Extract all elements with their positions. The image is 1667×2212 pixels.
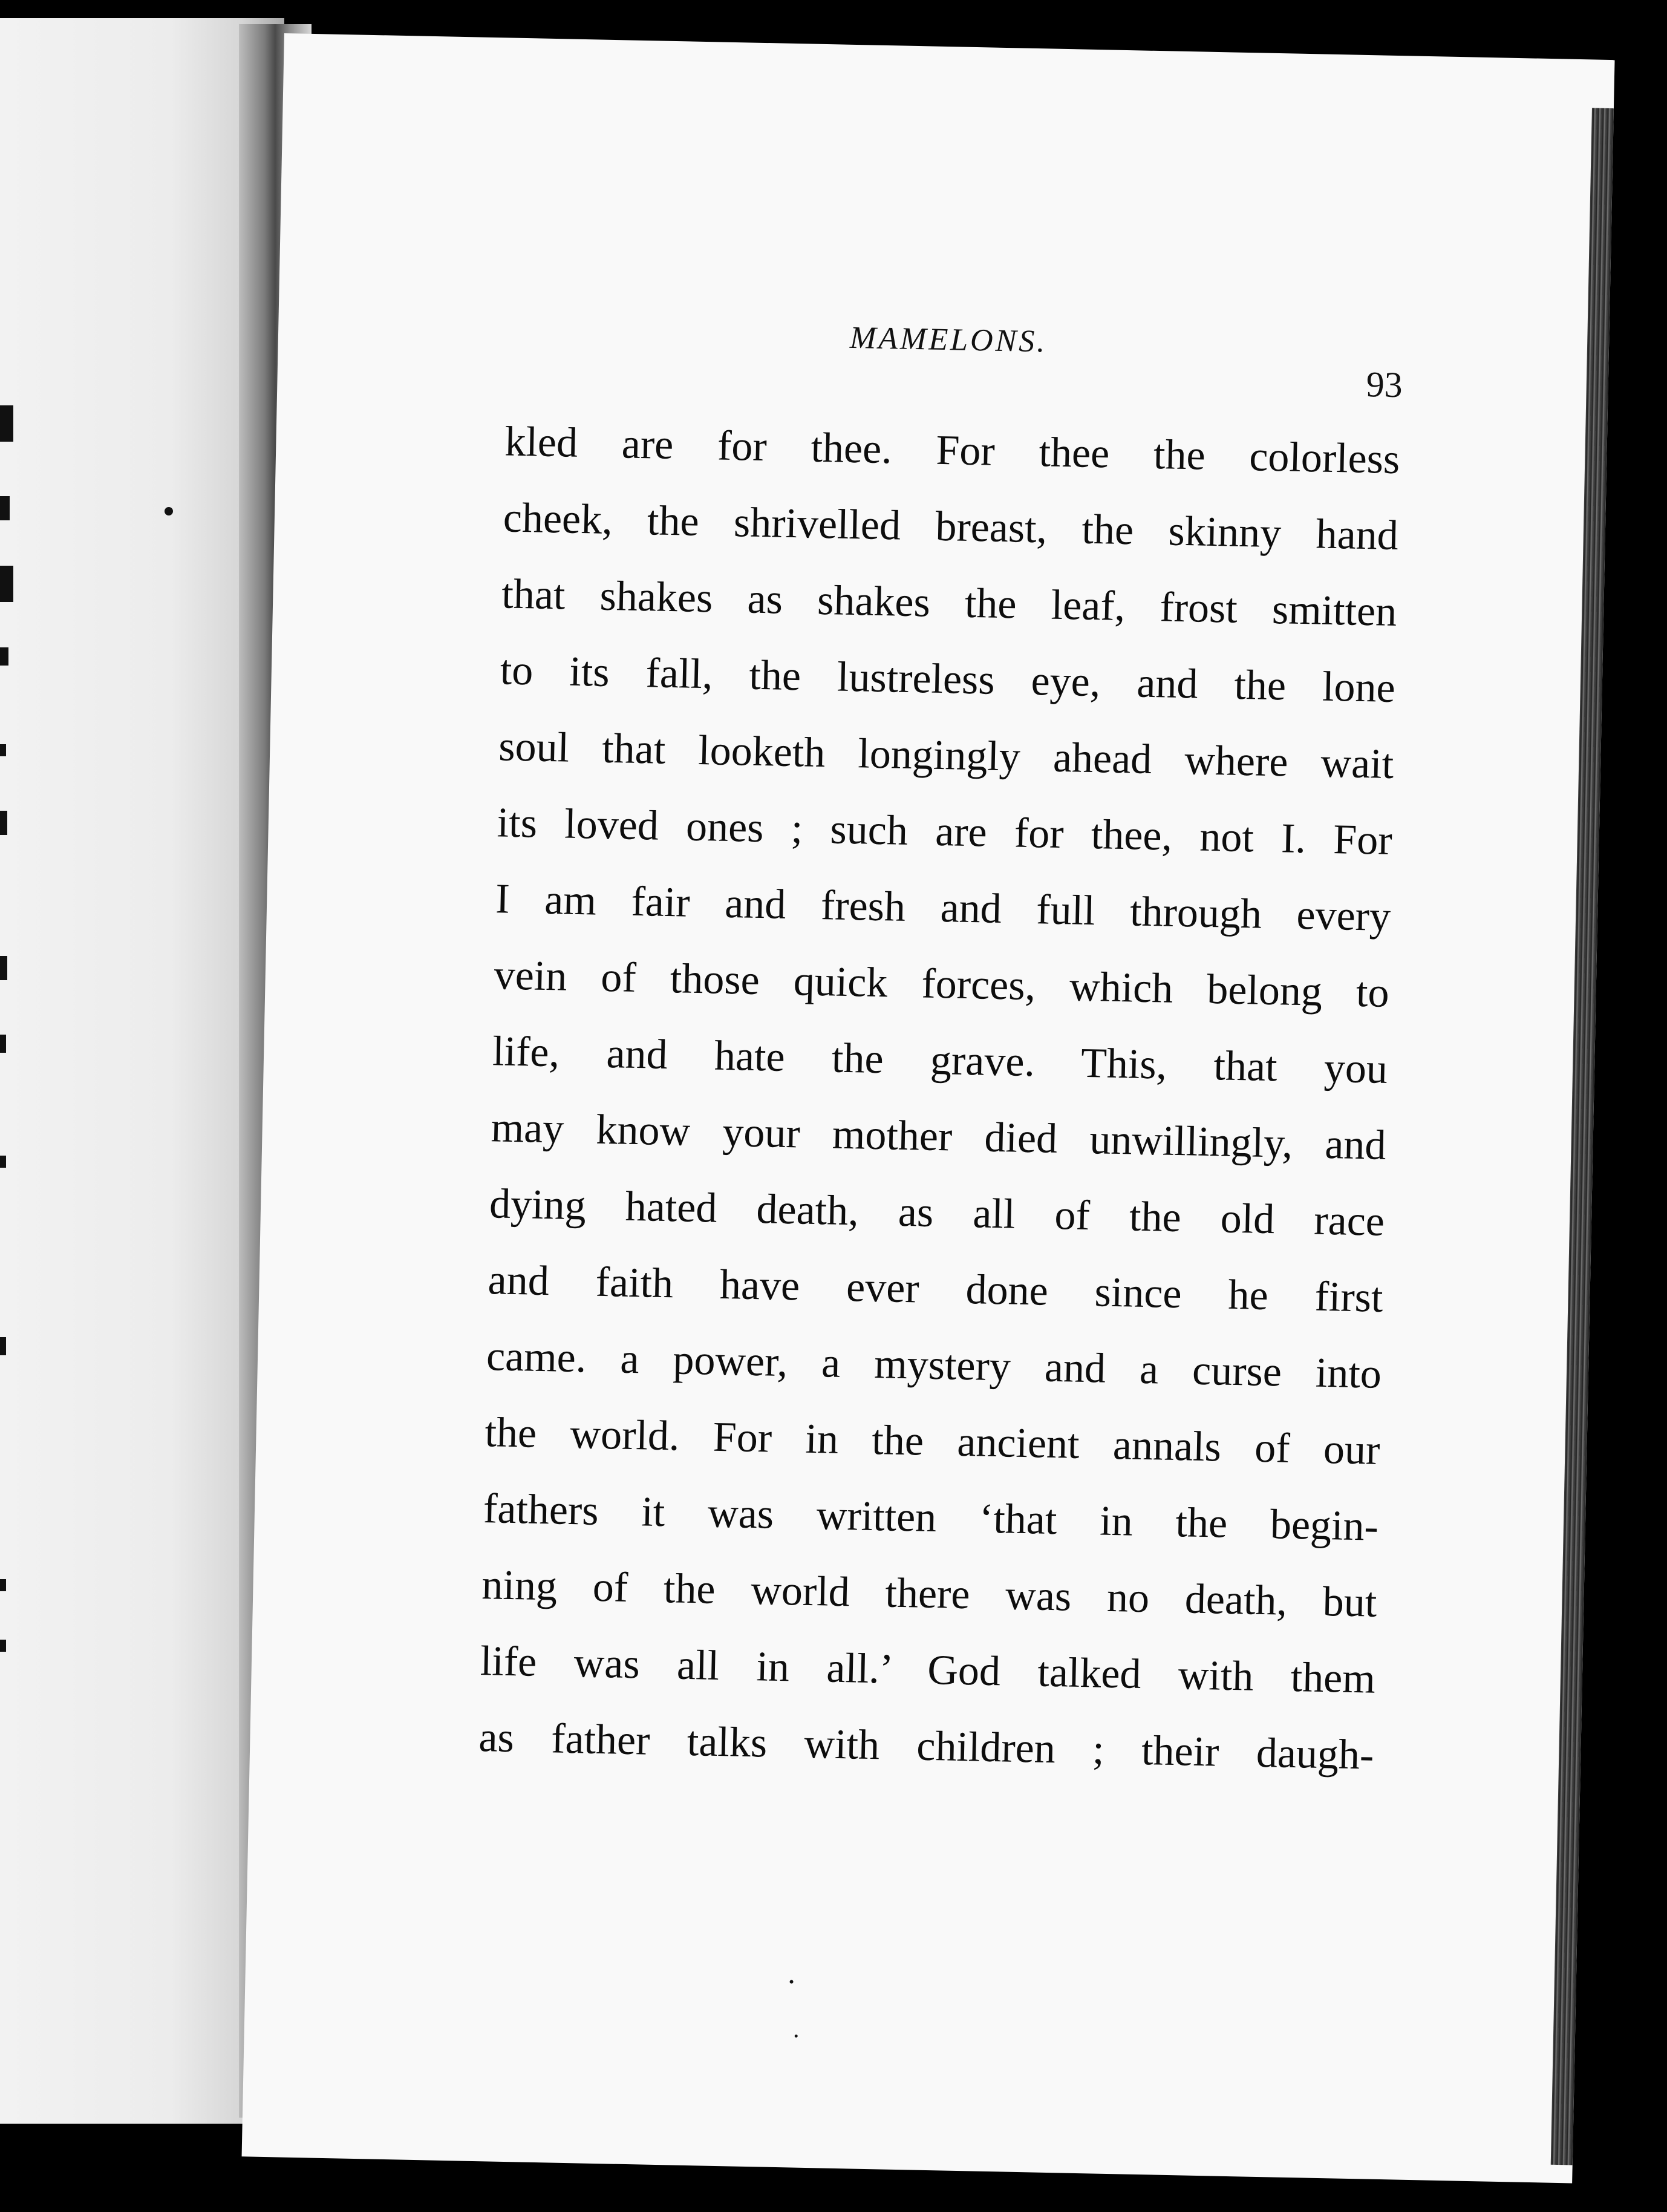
text-line: dying hated death, as all of the old race bbox=[489, 1180, 1385, 1245]
text-line: the world. For in the ancient annals of our bbox=[484, 1409, 1381, 1474]
text-line: that shakes as shakes the leaf, frost smitten bbox=[501, 571, 1397, 636]
ink-speck bbox=[795, 2035, 798, 2038]
text-line: kled are for thee. For thee the colorless bbox=[504, 418, 1401, 483]
text-fragment bbox=[0, 744, 6, 756]
text-line: came. a power, a mystery and a curse into bbox=[486, 1333, 1382, 1398]
running-head: MAMELONS. bbox=[849, 320, 1048, 359]
text-fragment bbox=[0, 1035, 6, 1053]
page-edges bbox=[1551, 108, 1614, 2165]
body-text bbox=[478, 404, 1400, 1793]
text-fragment bbox=[0, 956, 7, 980]
text-line: ning of the world there was no death, but bbox=[481, 1562, 1378, 1626]
page-number: 93 bbox=[1366, 364, 1403, 405]
text-fragment bbox=[0, 566, 13, 602]
text-fragment bbox=[0, 1156, 6, 1168]
text-fragment bbox=[0, 405, 13, 442]
ink-speck bbox=[789, 1980, 793, 1983]
text-fragment bbox=[0, 1337, 6, 1355]
text-line: its loved ones ; such are for thee, not I. For bbox=[497, 799, 1393, 865]
text-line: life was all in all.’ God talked with them bbox=[480, 1638, 1376, 1703]
text-line: vein of those quick forces, which belong to bbox=[494, 952, 1390, 1016]
text-line: soul that looketh longingly ahead where wait bbox=[498, 723, 1394, 788]
ink-speck bbox=[165, 507, 173, 515]
text-line: cheek, the shrivelled breast, the skinny hand bbox=[503, 494, 1399, 560]
text-fragment bbox=[0, 811, 7, 835]
text-line: to its fall, the lustreless eye, and the lone bbox=[500, 647, 1396, 712]
text-fragment bbox=[0, 496, 10, 520]
text-fragment bbox=[0, 1579, 6, 1591]
text-line: life, and hate the grave. This, that you bbox=[492, 1028, 1388, 1093]
previous-page-text-fragments bbox=[0, 18, 36, 2124]
text-line: and faith have ever done since he first bbox=[487, 1257, 1384, 1321]
book-page bbox=[242, 33, 1615, 2183]
text-line: as father talks with children ; their daugh- bbox=[478, 1714, 1375, 1779]
text-line: fathers it was written ‘that in the begin- bbox=[483, 1485, 1379, 1550]
text-line: I am fair and fresh and full through every bbox=[495, 875, 1391, 940]
text-line: may know your mother died unwillingly, and bbox=[490, 1104, 1387, 1169]
text-fragment bbox=[0, 647, 8, 666]
text-fragment bbox=[0, 1640, 6, 1652]
